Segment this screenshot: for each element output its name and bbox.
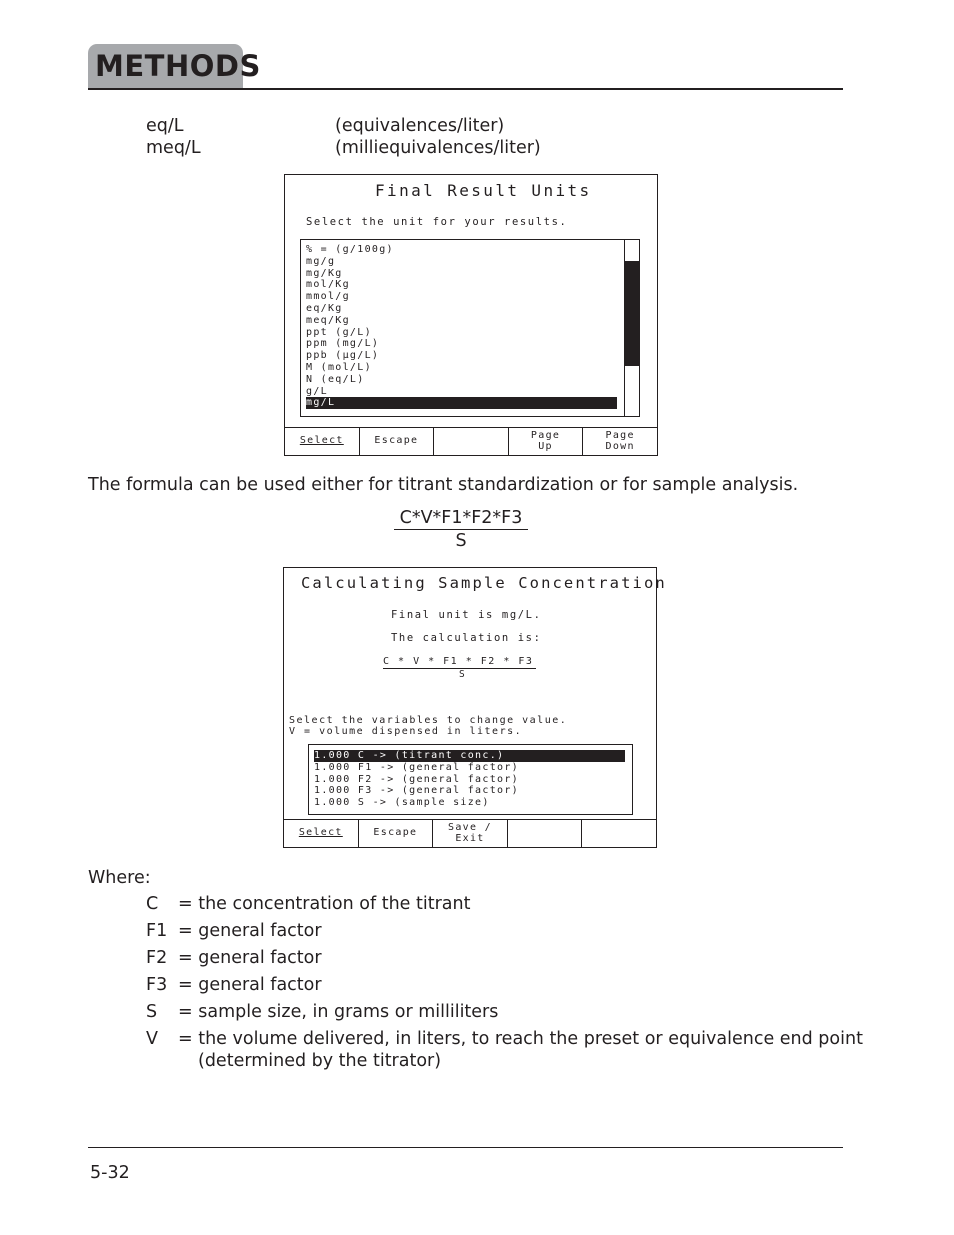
scrollbar-thumb[interactable]: [625, 261, 639, 366]
unit-option[interactable]: mg/L: [306, 397, 617, 409]
softkey-page-down[interactable]: [583, 428, 657, 455]
definition-text: = sample size, in grams or milliliters: [178, 1002, 499, 1022]
unit-option[interactable]: meq/Kg: [306, 314, 350, 326]
unit-option[interactable]: ppt (g/L): [306, 326, 372, 338]
definition-continuation: (determined by the titrator): [198, 1051, 442, 1071]
softkey-blank[interactable]: [434, 428, 509, 455]
definition-symbol: V: [146, 1029, 158, 1049]
definition-symbol: F2: [146, 948, 168, 968]
softkey-label: Save / Exit: [448, 822, 492, 844]
softkey-label: Page Down: [605, 430, 635, 452]
definition-text: = general factor: [178, 948, 322, 968]
softkey-label: Page Up: [530, 430, 561, 452]
screen1-prompt: Select the unit for your results.: [306, 216, 568, 228]
softkey-blank[interactable]: [582, 820, 656, 847]
variable-option[interactable]: 1.000 F3 -> (general factor): [314, 785, 519, 797]
definition-symbol: F1: [146, 921, 168, 941]
unit-meq-l-meaning: (milliequivalences/liter): [335, 138, 541, 158]
softkey-label: Escape: [374, 435, 419, 447]
instruction-volume: V = volume dispensed in liters.: [289, 726, 523, 737]
section-title: METHODS: [95, 49, 261, 83]
screen1-title: Final Result Units: [375, 181, 592, 200]
unit-option[interactable]: mol/Kg: [306, 279, 350, 291]
screen2-formula-numerator: C * V * F1 * F2 * F3: [383, 656, 536, 669]
screen1-softkeys: [285, 427, 657, 455]
unit-meq-l: meq/L: [146, 138, 201, 158]
final-result-units-screen: [284, 174, 658, 456]
softkey-select[interactable]: [285, 428, 360, 455]
unit-option[interactable]: mg/Kg: [306, 267, 343, 279]
where-label: Where:: [88, 868, 151, 888]
formula: [394, 508, 528, 552]
formula-numerator: C*V*F1*F2*F3: [394, 508, 528, 530]
unit-option[interactable]: g/L: [306, 385, 328, 397]
screen2-formula-denominator: S: [459, 669, 467, 680]
softkey-label: Select: [299, 435, 344, 447]
unit-option[interactable]: eq/Kg: [306, 303, 343, 314]
footer-rule: [88, 1147, 843, 1148]
softkey-escape[interactable]: [360, 428, 435, 455]
unit-option[interactable]: ppm (mg/L): [306, 338, 380, 350]
unit-listbox[interactable]: [300, 239, 640, 417]
instruction-select-variables: Select the variables to change value.: [289, 715, 568, 726]
unit-option[interactable]: mmol/g: [306, 291, 350, 303]
calc-label: The calculation is:: [391, 632, 542, 644]
unit-option[interactable]: % = (g/100g): [306, 244, 394, 255]
header-rule: [88, 88, 843, 90]
softkey-save-exit[interactable]: [433, 820, 508, 847]
formula-usage-text: The formula can be used either for titrant standardization or for sample analysis.: [88, 475, 799, 495]
definition-text: = general factor: [178, 921, 322, 941]
softkey-blank[interactable]: [508, 820, 583, 847]
formula-denominator: S: [455, 531, 467, 551]
definition-text: = the volume delivered, in liters, to reach the preset or equivalence end point: [178, 1029, 863, 1049]
screen2-softkeys: [284, 819, 656, 847]
unit-option[interactable]: ppb (µg/L): [306, 350, 380, 362]
softkey-select[interactable]: [284, 820, 359, 847]
unit-eq-l-meaning: (equivalences/liter): [335, 116, 505, 136]
variable-option[interactable]: 1.000 F1 -> (general factor): [314, 761, 519, 773]
variable-option[interactable]: 1.000 S -> (sample size): [314, 797, 490, 809]
page-number: 5-32: [90, 1163, 130, 1183]
unit-option[interactable]: mg/g: [306, 255, 336, 267]
unit-list-scrollbar[interactable]: [624, 240, 639, 416]
unit-option[interactable]: N (eq/L): [306, 373, 365, 385]
definition-text: = the concentration of the titrant: [178, 894, 471, 914]
definition-symbol: F3: [146, 975, 168, 995]
softkey-escape[interactable]: [359, 820, 434, 847]
definition-text: = general factor: [178, 975, 322, 995]
variable-option[interactable]: 1.000 F2 -> (general factor): [314, 773, 519, 785]
unit-option[interactable]: M (mol/L): [306, 362, 372, 373]
definition-symbol: C: [146, 894, 159, 914]
softkey-label: Escape: [373, 827, 418, 839]
unit-eq-l: eq/L: [146, 116, 184, 136]
softkey-page-up[interactable]: [509, 428, 584, 455]
final-unit-line: Final unit is mg/L.: [391, 609, 542, 621]
softkey-label: Select: [298, 827, 343, 839]
variable-listbox[interactable]: [308, 744, 633, 815]
definition-symbol: S: [146, 1002, 158, 1022]
screen2-title: Calculating Sample Concentration: [301, 574, 667, 592]
calculating-sample-concentration-screen: [283, 567, 667, 848]
variable-option[interactable]: 1.000 C -> (titrant conc.): [314, 750, 625, 762]
